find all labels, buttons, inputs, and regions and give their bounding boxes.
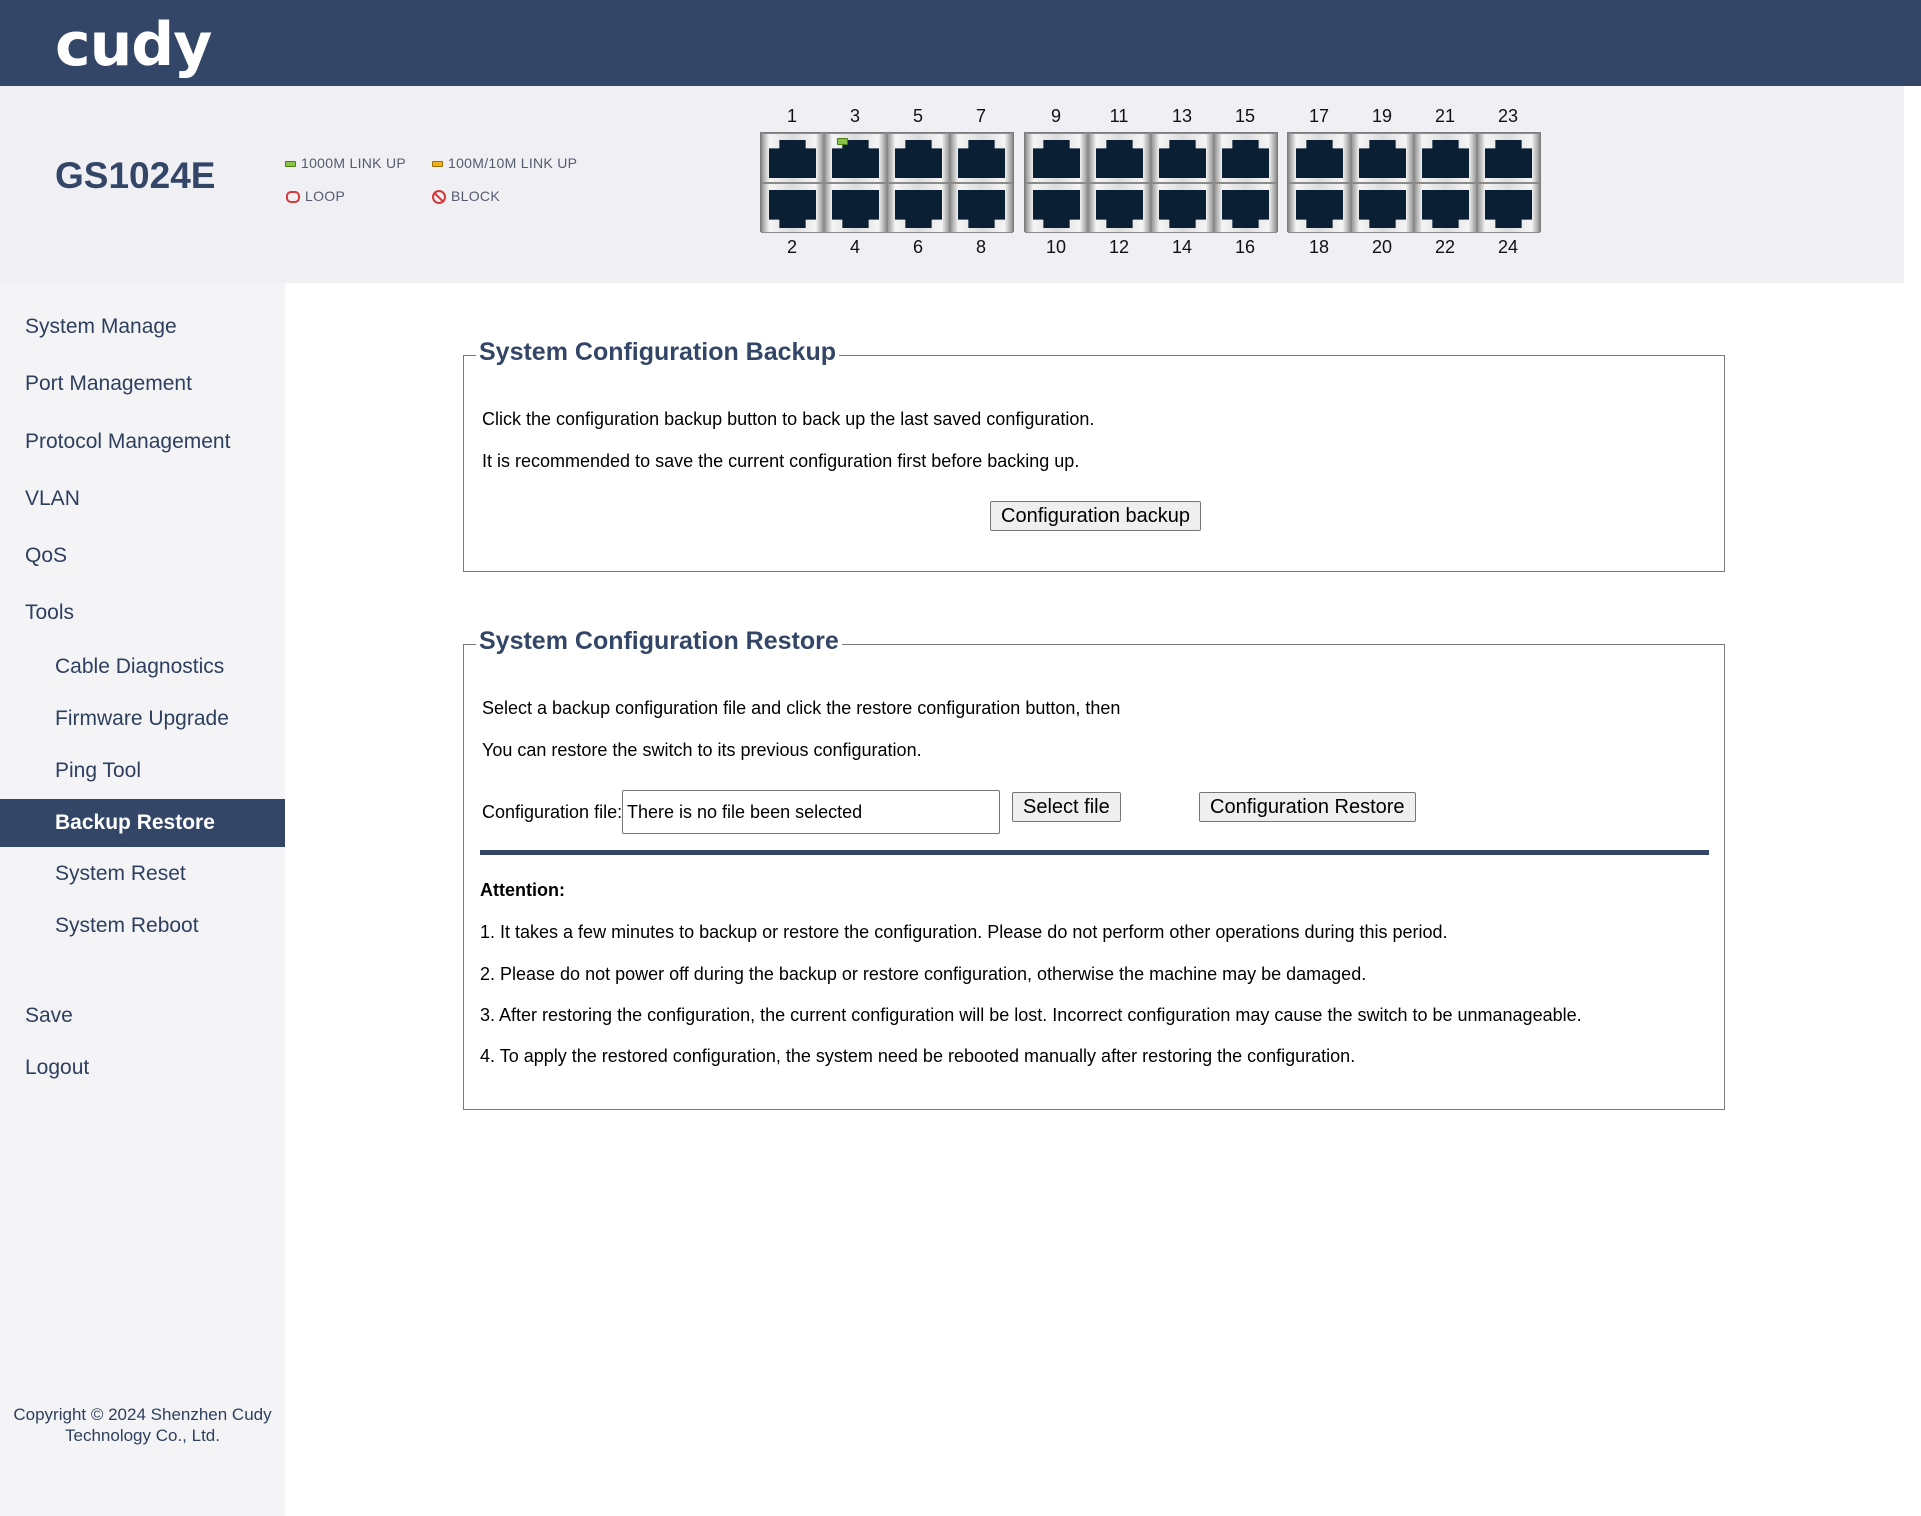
port-number-label: 11: [1109, 106, 1129, 126]
rj45-jack-icon: [958, 190, 1005, 228]
sidebar-item-system-manage[interactable]: System Manage: [25, 315, 177, 338]
restore-panel: [463, 627, 1725, 1110]
port-2[interactable]: [761, 183, 824, 233]
select-file-button[interactable]: Select file: [1012, 792, 1121, 822]
port-18[interactable]: [1288, 183, 1351, 233]
port-group-3: [1287, 132, 1541, 232]
rj45-jack-icon: [832, 140, 879, 178]
rj45-jack-icon: [1485, 140, 1532, 178]
sidebar-item-vlan[interactable]: VLAN: [25, 487, 80, 510]
port-13[interactable]: [1151, 133, 1214, 183]
legend-block: [432, 188, 500, 204]
attention-note-1: 1. It takes a few minutes to backup or restore the configuration. Please do not perform other operations during this period.: [480, 922, 1448, 942]
port-15[interactable]: [1214, 133, 1277, 183]
rj45-jack-icon: [832, 190, 879, 228]
rj45-jack-icon: [769, 190, 816, 228]
port-7[interactable]: [950, 133, 1013, 183]
restore-panel-title: System Configuration Restore: [476, 627, 842, 656]
port-23[interactable]: [1477, 133, 1540, 183]
port-number-label: 2: [786, 237, 797, 257]
port-21[interactable]: [1414, 133, 1477, 183]
port-4[interactable]: [824, 183, 887, 233]
sidebar-item-qos[interactable]: QoS: [25, 544, 68, 567]
configuration-file-field[interactable]: There is no file been selected: [622, 790, 1000, 834]
rj45-jack-icon: [1222, 140, 1269, 178]
section-divider: [480, 850, 1709, 855]
port-number-label: 24: [1497, 237, 1519, 257]
sidebar-item-backup-restore[interactable]: Backup Restore: [0, 799, 285, 847]
device-model: GS1024E: [55, 155, 216, 196]
backup-description-1: Click the configuration backup button to back up the last saved configuration.: [482, 409, 1095, 429]
port-number-label: 22: [1434, 237, 1456, 257]
attention-note-3: 3. After restoring the configuration, the current configuration will be lost. Incorrect configuration may cause the switch to be unmanageable.: [480, 1005, 1582, 1025]
configuration-file-label: Configuration file:: [482, 802, 623, 822]
legend-100m-label: 100M/10M LINK UP: [448, 155, 578, 171]
backup-panel: [463, 338, 1725, 572]
port-number-label: 5: [912, 106, 923, 126]
rj45-jack-icon: [769, 140, 816, 178]
port-22[interactable]: [1414, 183, 1477, 233]
rj45-jack-icon: [1359, 190, 1406, 228]
configuration-backup-button[interactable]: Configuration backup: [990, 501, 1201, 531]
port-16[interactable]: [1214, 183, 1277, 233]
rj45-jack-icon: [1159, 190, 1206, 228]
rj45-jack-icon: [1033, 140, 1080, 178]
port-number-label: 12: [1108, 237, 1130, 257]
port-10[interactable]: [1025, 183, 1088, 233]
port-number-label: 17: [1308, 106, 1330, 126]
port-17[interactable]: [1288, 133, 1351, 183]
port-group-1: [760, 132, 1014, 232]
port-number-label: 23: [1497, 106, 1519, 126]
sidebar-item-logout[interactable]: Logout: [25, 1056, 90, 1079]
port-number-label: 16: [1234, 237, 1256, 257]
port-24[interactable]: [1477, 183, 1540, 233]
port-6[interactable]: [887, 183, 950, 233]
sidebar-item-tools[interactable]: Tools: [25, 601, 75, 624]
top-bar: [0, 0, 1921, 86]
port-12[interactable]: [1088, 183, 1151, 233]
sidebar-item-protocol-management[interactable]: Protocol Management: [25, 430, 231, 453]
rj45-jack-icon: [895, 140, 942, 178]
port-number-label: 19: [1371, 106, 1393, 126]
port-number-label: 15: [1234, 106, 1256, 126]
port-number-label: 7: [975, 106, 986, 126]
port-20[interactable]: [1351, 183, 1414, 233]
port-14[interactable]: [1151, 183, 1214, 233]
attention-note-4: 4. To apply the restored configuration, the system need be rebooted manually after restoring the configuration.: [480, 1046, 1356, 1066]
attention-note-2: 2. Please do not power off during the backup or restore configuration, otherwise the machine may be damaged.: [480, 964, 1367, 984]
port-number-label: 8: [975, 237, 986, 257]
backup-description-2: It is recommended to save the current configuration first before backing up.: [482, 451, 1080, 471]
port-number-label: 1: [786, 106, 797, 126]
rj45-jack-icon: [1033, 190, 1080, 228]
restore-description-2: You can restore the switch to its previous configuration.: [482, 740, 922, 760]
port-number-label: 13: [1171, 106, 1193, 126]
rj45-jack-icon: [1096, 140, 1143, 178]
sidebar-item-system-reboot[interactable]: System Reboot: [55, 914, 199, 937]
rj45-jack-icon: [1222, 190, 1269, 228]
yellow-led-icon: [432, 161, 443, 167]
rj45-jack-icon: [1296, 140, 1343, 178]
port-number-label: 18: [1308, 237, 1330, 257]
port-1[interactable]: [761, 133, 824, 183]
port-number-label: 4: [849, 237, 860, 257]
port-9[interactable]: [1025, 133, 1088, 183]
legend-1000m-label: 1000M LINK UP: [301, 155, 407, 171]
restore-description-1: Select a backup configuration file and click the restore configuration button, then: [482, 698, 1121, 718]
sidebar-item-save[interactable]: Save: [25, 1004, 73, 1027]
rj45-jack-icon: [958, 140, 1005, 178]
copyright-text: Copyright © 2024 Shenzhen Cudy Technology Co., Ltd.: [13, 1405, 272, 1445]
port-number-label: 6: [912, 237, 923, 257]
port-number-label: 14: [1171, 237, 1193, 257]
port-number-label: 10: [1045, 237, 1067, 257]
port-number-label: 9: [1050, 106, 1061, 126]
legend-loop: [286, 188, 345, 204]
port-8[interactable]: [950, 183, 1013, 233]
rj45-jack-icon: [1485, 190, 1532, 228]
port-group-2: [1024, 132, 1278, 232]
legend-1000m-link: [285, 155, 406, 171]
legend-100m-link: [432, 155, 577, 171]
port-number-label: 20: [1371, 237, 1393, 257]
sidebar: [0, 283, 285, 1516]
rj45-jack-icon: [1159, 140, 1206, 178]
sidebar-item-firmware-upgrade[interactable]: Firmware Upgrade: [55, 707, 229, 730]
attention-title: Attention:: [480, 880, 565, 900]
port-number-label: 21: [1434, 106, 1456, 126]
port-11[interactable]: [1088, 133, 1151, 183]
rj45-jack-icon: [1359, 140, 1406, 178]
configuration-restore-button[interactable]: Configuration Restore: [1199, 792, 1416, 822]
rj45-jack-icon: [1422, 190, 1469, 228]
link-led-icon: [837, 138, 848, 145]
sidebar-item-ping-tool[interactable]: Ping Tool: [55, 759, 142, 782]
rj45-jack-icon: [895, 190, 942, 228]
green-led-icon: [285, 161, 296, 167]
block-icon: [432, 190, 446, 204]
sidebar-item-port-management[interactable]: Port Management: [25, 372, 192, 395]
sidebar-item-cable-diagnostics[interactable]: Cable Diagnostics: [55, 655, 225, 678]
port-3[interactable]: [824, 133, 887, 183]
loop-icon: [286, 191, 300, 203]
cudy-logo: cudy: [55, 10, 212, 80]
rj45-jack-icon: [1296, 190, 1343, 228]
legend-loop-label: LOOP: [305, 188, 346, 204]
port-number-label: 3: [849, 106, 860, 126]
rj45-jack-icon: [1096, 190, 1143, 228]
port-19[interactable]: [1351, 133, 1414, 183]
rj45-jack-icon: [1422, 140, 1469, 178]
port-5[interactable]: [887, 133, 950, 183]
sidebar-item-system-reset[interactable]: System Reset: [55, 862, 186, 885]
backup-panel-title: System Configuration Backup: [476, 338, 839, 367]
legend-block-label: BLOCK: [451, 188, 500, 204]
